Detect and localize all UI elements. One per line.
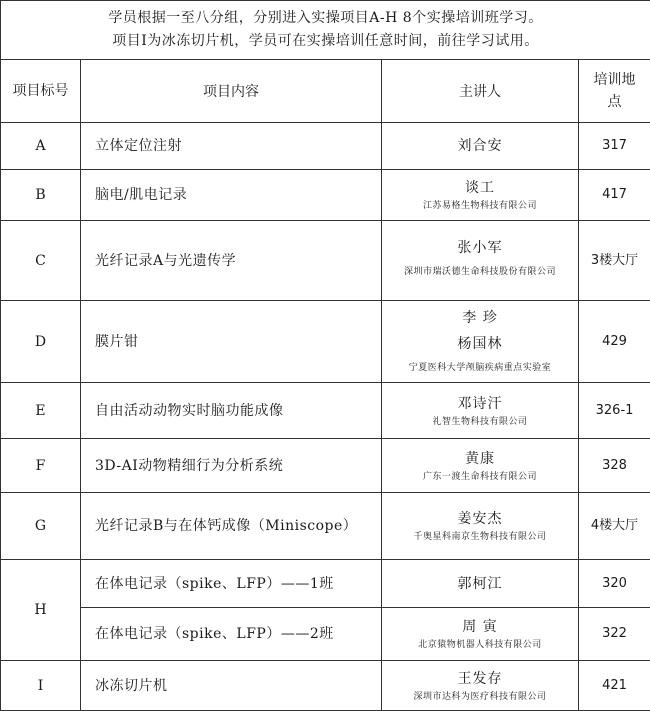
lecturer-name: 周 寅 — [386, 616, 574, 638]
lecturer-organization: 深圳市达科为医疗科技有限公司 — [386, 690, 574, 704]
location-label: 4楼大厅 — [579, 515, 650, 537]
lecturer-organization: 宁夏医科大学颅脑疾病重点实验室 — [386, 357, 574, 379]
row-location: 322 — [579, 608, 650, 661]
table-row — [1, 493, 650, 560]
lecturer-name-2: 杨国林 — [386, 331, 574, 357]
header-location — [579, 60, 650, 123]
intro-cell — [1, 1, 650, 60]
row-lecturer — [382, 493, 579, 560]
header-location-label: 培训地点 — [579, 69, 650, 113]
row-location: 417 — [579, 170, 650, 221]
row-location: 317 — [579, 123, 650, 170]
row-lecturer — [382, 123, 579, 170]
header-content: 项目内容 — [81, 60, 382, 123]
lecturer-name: 刘合安 — [386, 135, 574, 157]
lecturer-name: 姜安杰 — [386, 508, 574, 530]
row-content: 自由活动动物实时脑功能成像 — [81, 383, 382, 439]
row-location: 429 — [579, 301, 650, 383]
row-code: B — [1, 170, 81, 221]
header-code — [1, 60, 81, 123]
row-lecturer — [382, 661, 579, 711]
row-location: 326-1 — [579, 383, 650, 439]
table-row — [1, 661, 650, 711]
table-row — [1, 608, 650, 661]
intro-row — [1, 1, 650, 60]
row-code: H — [1, 560, 81, 661]
row-code: A — [1, 123, 81, 170]
row-code: F — [1, 439, 81, 493]
row-location: 421 — [579, 661, 650, 711]
row-location: 320 — [579, 560, 650, 608]
table-row — [1, 383, 650, 439]
row-content: 在体电记录（spike、LFP）——2班 — [81, 608, 382, 661]
lecturer-organization: 北京猿物机器人科技有限公司 — [386, 638, 574, 652]
table-row — [1, 123, 650, 170]
row-code: D — [1, 301, 81, 383]
row-content: 立体定位注射 — [81, 123, 382, 170]
row-lecturer — [382, 439, 579, 493]
lecturer-organization: 江苏易格生物科技有限公司 — [386, 199, 574, 213]
table-row — [1, 170, 650, 221]
table-row — [1, 221, 650, 301]
header-code-label: 项目标号 — [1, 80, 80, 102]
row-lecturer — [382, 383, 579, 439]
lecturer-organization: 深圳市瑞沃德生命科技股份有限公司 — [386, 259, 574, 285]
table-row — [1, 301, 650, 383]
lecturer-organization: 礼智生物科技有限公司 — [386, 415, 574, 429]
lecturer-name: 张小军 — [386, 237, 574, 259]
row-content: 在体电记录（spike、LFP）——1班 — [81, 560, 382, 608]
intro-line-1: 学员根据一至八分组，分别进入实操项目A-H 8个实操培训班学习。 — [1, 7, 650, 30]
row-code: G — [1, 493, 81, 560]
row-code: E — [1, 383, 81, 439]
lecturer-organization: 千奥星科南京生物科技有限公司 — [386, 530, 574, 544]
row-location — [579, 493, 650, 560]
location-label: 3楼大厅 — [579, 250, 650, 272]
row-location: 328 — [579, 439, 650, 493]
lecturer-name: 邓诗汗 — [386, 393, 574, 415]
lecturer-name: 黄康 — [386, 448, 574, 470]
row-content: 光纤记录B与在体钙成像（Miniscope） — [81, 493, 382, 560]
header-lecturer: 主讲人 — [382, 60, 579, 123]
row-lecturer — [382, 608, 579, 661]
row-content: 3D-AI动物精细行为分析系统 — [81, 439, 382, 493]
lecturer-organization: 广东一渡生命科技有限公司 — [386, 470, 574, 484]
intro-line-2: 项目I为冰冻切片机，学员可在实操培训任意时间，前往学习试用。 — [1, 30, 650, 53]
header-row — [1, 60, 650, 123]
row-content: 光纤记录A与光遗传学 — [81, 221, 382, 301]
table-row — [1, 439, 650, 493]
row-code: I — [1, 661, 81, 711]
row-lecturer — [382, 560, 579, 608]
lecturer-name: 王发存 — [386, 668, 574, 690]
lecturer-name: 郭柯江 — [386, 573, 574, 595]
row-lecturer — [382, 221, 579, 301]
row-content: 冰冻切片机 — [81, 661, 382, 711]
row-code: C — [1, 221, 81, 301]
row-lecturer — [382, 170, 579, 221]
row-content: 膜片钳 — [81, 301, 382, 383]
row-content: 脑电/肌电记录 — [81, 170, 382, 221]
table-row — [1, 560, 650, 608]
lecturer-name: 李 珍 — [386, 305, 574, 331]
row-lecturer — [382, 301, 579, 383]
row-location — [579, 221, 650, 301]
lecturer-name: 谈工 — [386, 177, 574, 199]
